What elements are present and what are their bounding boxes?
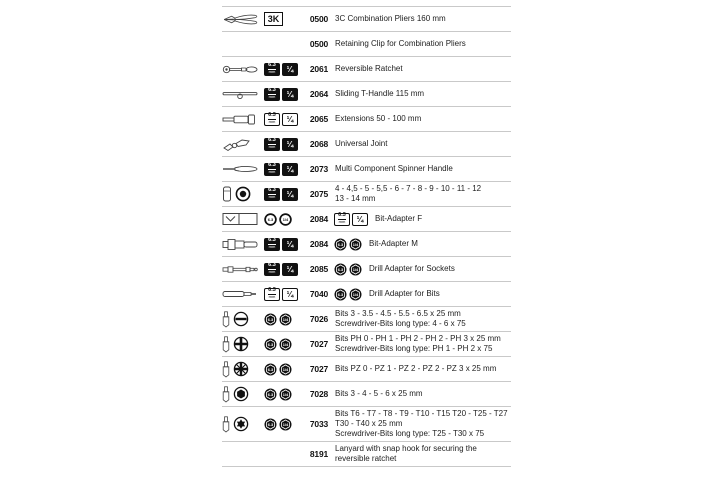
bit-adapter-f-icon: [222, 212, 258, 226]
article-number: 2085: [309, 264, 328, 274]
drive-size-6.3-circle-badge: [264, 418, 277, 431]
tool-illustration-cell: [222, 186, 264, 202]
drive-size-quarter-inch-badge: ¼: [282, 288, 298, 301]
drive-size-6.3-circle-badge: [264, 388, 277, 401]
output-drive-badges-cell: [334, 288, 362, 301]
phillips-icon: [233, 336, 249, 352]
product-description: [335, 114, 421, 124]
catalog-row-2064: [222, 81, 511, 106]
bit-icon: [222, 361, 230, 378]
drive-size-quarter-inch-badge: ¼: [282, 238, 298, 251]
description-line: Sliding T-Handle 115 mm: [335, 89, 425, 98]
drive-badges-cell: [264, 213, 300, 226]
tool-illustration-cell: [222, 212, 264, 226]
catalog-row-7027: [222, 331, 511, 356]
catalog-row-7040: [222, 281, 511, 306]
drive-size-6.3-circle-badge: [334, 238, 347, 251]
drive-size-quarter-inch-badge: ¼: [282, 163, 298, 176]
product-description: [335, 334, 501, 354]
catalog-row-2061: [222, 56, 511, 81]
description-line: Extensions 50 - 100 mm: [335, 114, 422, 123]
tool-illustration-cell: [222, 336, 264, 353]
description-line: Bit-Adapter F: [375, 214, 423, 223]
drive-badges-cell: [264, 113, 300, 126]
drive-size-6.3mm-badge: 6.3 mm: [264, 188, 280, 201]
slotted-icon: [233, 311, 249, 327]
description-line: Bits 3 - 4 - 5 - 6 x 25 mm: [335, 389, 423, 398]
article-number: 7026: [309, 314, 328, 324]
product-description: [335, 184, 481, 204]
svg-text:6.3: 6.3: [267, 341, 274, 347]
description-line: Universal Joint: [335, 139, 388, 148]
hex-bit-icon: [233, 386, 249, 402]
description-line: Screwdriver-Bits long type: T25 - T30 x 75: [335, 429, 485, 438]
drive-size-6.3mm-badge: 6.3 mm: [264, 63, 280, 76]
drive-badges-cell: [264, 313, 300, 326]
drive-size-quarter-inch-badge: ¼: [282, 188, 298, 201]
pozidriv-icon: [233, 361, 249, 377]
catalog-row-8191: [222, 441, 511, 467]
svg-text:6.3: 6.3: [267, 391, 274, 397]
tool-illustration-cell: [222, 64, 264, 75]
description-line: Drill Adapter for Bits: [369, 289, 440, 298]
drive-badges-cell: [264, 138, 300, 151]
tool-illustration-cell: [222, 164, 264, 174]
svg-text:1/4: 1/4: [352, 291, 359, 297]
tool-illustration-cell: [222, 289, 264, 299]
article-number: 2068: [309, 139, 328, 149]
drive-size-6.3-circle-badge: [264, 338, 277, 351]
bit-icon: [222, 416, 230, 433]
tool-illustration-cell: [222, 361, 264, 378]
product-description: [335, 64, 403, 74]
catalog-row-7026: [222, 306, 511, 331]
svg-text:6.3: 6.3: [267, 421, 274, 427]
catalog-row-2073: [222, 156, 511, 181]
description-line: Drill Adapter for Sockets: [369, 264, 455, 273]
product-description: [335, 409, 508, 439]
description-line: Screwdriver-Bits long type: 4 - 6 x 75: [335, 319, 466, 328]
torx-icon: [233, 416, 249, 432]
output-drive-badges-cell: [334, 213, 368, 226]
description-line: Reversible Ratchet: [335, 64, 403, 73]
tool-illustration-cell: [222, 311, 264, 328]
catalog-row-2084: [222, 206, 511, 231]
drive-size-14-circle-badge: [279, 338, 292, 351]
description-line: T30 - T40 x 25 mm: [335, 419, 403, 428]
product-description: [335, 139, 387, 149]
output-drive-badges-cell: [334, 238, 362, 251]
description-line: Bit-Adapter M: [369, 239, 418, 248]
drive-size-6.3mm-badge: 6.3 mm: [264, 163, 280, 176]
description-line: 4 - 4,5 - 5 - 5,5 - 6 - 7 - 8 - 9 - 10 - 11 - 12: [335, 184, 482, 193]
drive-badges-cell: [264, 418, 300, 431]
svg-text:1/4: 1/4: [282, 216, 289, 222]
catalog-row-2084: [222, 231, 511, 256]
description-line: Multi Component Spinner Handle: [335, 164, 453, 173]
drive-badges-cell: [264, 163, 300, 176]
drive-size-6.3-circle-badge: [264, 363, 277, 376]
product-description: [335, 39, 466, 49]
svg-text:6.3: 6.3: [267, 366, 274, 372]
catalog-row-7027: [222, 356, 511, 381]
t-handle-icon: [222, 89, 258, 100]
svg-text:6.3: 6.3: [267, 316, 274, 322]
article-number: 2084: [309, 214, 328, 224]
svg-text:6.3: 6.3: [267, 216, 274, 222]
description-line: 3C Combination Pliers 160 mm: [335, 14, 446, 23]
drive-size-6.3-circle-badge: [264, 313, 277, 326]
tool-illustration-cell: [222, 113, 264, 126]
drive-size-6.3-circle-badge: [264, 213, 277, 226]
drive-badges-cell: [264, 188, 300, 201]
svg-text:6.3: 6.3: [337, 291, 344, 297]
description-line: Lanyard with snap hook for securing the: [335, 444, 477, 453]
svg-text:1/4: 1/4: [282, 391, 289, 397]
tool-illustration-cell: [222, 89, 264, 100]
svg-text:1/4: 1/4: [282, 316, 289, 322]
product-description: [335, 444, 477, 464]
drive-size-14-circle-badge: [349, 263, 362, 276]
tool-illustration-cell: [222, 264, 264, 275]
article-number: 0500: [309, 39, 328, 49]
article-number: 2084: [309, 239, 328, 249]
drive-size-quarter-inch-badge: ¼: [282, 263, 298, 276]
drive-size-6.3-circle-badge: [334, 263, 347, 276]
product-description: [369, 264, 455, 274]
catalog-row-2068: [222, 131, 511, 156]
output-drive-badges-cell: [334, 263, 362, 276]
description-line: Bits PH 0 - PH 1 - PH 2 - PH 2 - PH 3 x 25 mm: [335, 334, 501, 343]
svg-text:1/4: 1/4: [282, 366, 289, 372]
product-description: [369, 289, 440, 299]
drive-size-6.3mm-badge: 6.3 mm: [264, 88, 280, 101]
drive-badges-cell: [264, 12, 300, 26]
catalog-row-0500: [222, 31, 511, 56]
catalog-row-2075: [222, 181, 511, 206]
description-line: Retaining Clip for Combination Pliers: [335, 39, 466, 48]
drive-badges-cell: [264, 288, 300, 301]
drive-size-quarter-inch-badge: ¼: [352, 213, 368, 226]
socket-icon: [222, 186, 232, 202]
catalog-row-2065: [222, 106, 511, 131]
article-number: 7027: [309, 339, 328, 349]
article-number: 2065: [309, 114, 328, 124]
description-line: reversible ratchet: [335, 454, 397, 463]
drive-badges-cell: [264, 63, 300, 76]
drill-adapter-bits-icon: [222, 289, 258, 299]
drive-size-14-circle-badge: [279, 418, 292, 431]
tool-illustration-cell: [222, 386, 264, 403]
extension-icon: [222, 113, 256, 126]
spinner-handle-icon: [222, 164, 258, 174]
drive-size-6.3mm-badge: 6.3 mm: [334, 213, 350, 226]
drive-size-14-circle-badge: [279, 363, 292, 376]
product-description: [369, 239, 418, 249]
pliers-icon: [222, 12, 260, 27]
drive-size-quarter-inch-badge: ¼: [282, 113, 298, 126]
article-number: 0500: [309, 14, 328, 24]
bit-adapter-m-icon: [222, 238, 258, 251]
drive-size-quarter-inch-badge: ¼: [282, 88, 298, 101]
article-number: 7033: [309, 419, 328, 429]
tool-illustration-cell: [222, 238, 264, 251]
drive-size-6.3mm-badge: 6.3 mm: [264, 288, 280, 301]
tool-illustration-cell: [222, 416, 264, 433]
universal-joint-icon: [222, 137, 252, 152]
material-3k-badge: 3K: [264, 12, 283, 26]
product-description: [335, 309, 466, 329]
bit-icon: [222, 336, 230, 353]
drill-adapter-sockets-icon: [222, 264, 258, 275]
article-number: 2061: [309, 64, 328, 74]
bit-icon: [222, 386, 230, 403]
product-description: [335, 14, 446, 24]
drive-size-quarter-inch-badge: ¼: [282, 63, 298, 76]
catalog-row-7028: [222, 381, 511, 406]
drive-size-14-circle-badge: [279, 388, 292, 401]
drive-size-6.3mm-badge: 6.3 mm: [264, 238, 280, 251]
tool-illustration-cell: [222, 12, 264, 27]
description-line: Bits PZ 0 - PZ 1 - PZ 2 - PZ 2 - PZ 3 x 25 mm: [335, 364, 497, 373]
drive-size-14-circle-badge: [279, 213, 292, 226]
description-line: Screwdriver-Bits long type: PH 1 - PH 2 x 75: [335, 344, 493, 353]
drive-badges-cell: [264, 88, 300, 101]
drive-size-14-circle-badge: [349, 288, 362, 301]
drive-badges-cell: [264, 363, 300, 376]
description-line: Bits T6 - T7 - T8 - T9 - T10 - T15 T20 - T25 - T27: [335, 409, 508, 418]
drive-size-14-circle-badge: [349, 238, 362, 251]
svg-text:1/4: 1/4: [282, 341, 289, 347]
tool-set-parts-list: [222, 6, 511, 467]
description-line: Bits 3 - 3.5 - 4.5 - 5.5 - 6.5 x 25 mm: [335, 309, 461, 318]
product-description: [335, 389, 423, 399]
svg-text:6.3: 6.3: [337, 266, 344, 272]
catalog-row-0500: [222, 6, 511, 31]
drive-badges-cell: [264, 238, 300, 251]
article-number: 2075: [309, 189, 328, 199]
tool-illustration-cell: [222, 137, 264, 152]
article-number: 2064: [309, 89, 328, 99]
ratchet-icon: [222, 64, 258, 75]
drive-size-quarter-inch-badge: ¼: [282, 138, 298, 151]
svg-text:1/4: 1/4: [282, 421, 289, 427]
drive-badges-cell: [264, 388, 300, 401]
drive-size-14-circle-badge: [279, 313, 292, 326]
article-number: 7028: [309, 389, 328, 399]
drive-size-6.3mm-badge: 6.3 mm: [264, 138, 280, 151]
description-line: 13 - 14 mm: [335, 194, 376, 203]
catalog-row-7033: [222, 406, 511, 441]
catalog-row-2085: [222, 256, 511, 281]
product-description: [335, 164, 453, 174]
svg-text:6.3: 6.3: [337, 241, 344, 247]
article-number: 7040: [309, 289, 328, 299]
drive-size-6.3-circle-badge: [334, 288, 347, 301]
drive-badges-cell: [264, 263, 300, 276]
product-description: [335, 89, 424, 99]
drive-size-6.3mm-badge: 6.3 mm: [264, 263, 280, 276]
svg-text:1/4: 1/4: [352, 241, 359, 247]
drive-size-6.3mm-badge: 6.3 mm: [264, 113, 280, 126]
article-number: 2073: [309, 164, 328, 174]
product-description: [375, 214, 422, 224]
product-description: [335, 364, 496, 374]
svg-text:1/4: 1/4: [352, 266, 359, 272]
article-number: 7027: [309, 364, 328, 374]
bit-icon: [222, 311, 230, 328]
article-number: 8191: [309, 449, 328, 459]
ring-socket-icon: [235, 186, 251, 202]
drive-badges-cell: [264, 338, 300, 351]
